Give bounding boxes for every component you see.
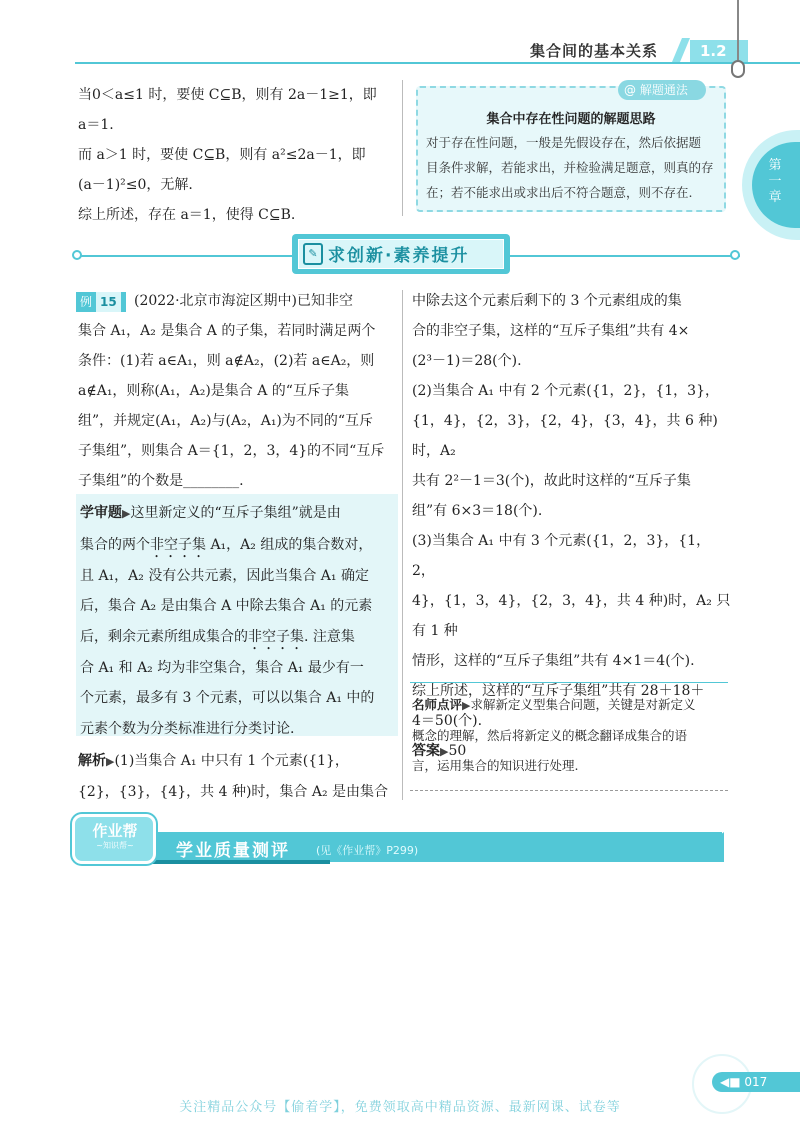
pencil-icon: ✎	[303, 243, 323, 265]
text-line: 情形，这样的“互斥子集组”共有 4×1＝4(个).	[412, 653, 695, 669]
text-line: 目条件求解，若能求出，并检验满足题意，则真的存	[426, 160, 714, 175]
text-line: 子集组”的个数是________.	[78, 473, 244, 489]
review-label: 学审题	[80, 505, 122, 521]
text-line: 且 A₁，A₂ 没有公共元素，因此当集合 A₁ 确定	[80, 567, 369, 584]
quality-reference: (见《作业帮》P299)	[316, 844, 419, 857]
text-line: 后，剩余元素所组成集合的非空子集. 注意集	[80, 628, 355, 645]
review-text	[80, 498, 396, 744]
quality-banner-tail	[684, 832, 724, 862]
rule-end-dot	[730, 250, 740, 260]
text-line: 组”有 6×3＝18(个).	[412, 503, 543, 519]
text-line: 求解新定义型集合问题，关键是对新定义	[470, 697, 696, 712]
comment-dashed-rule	[410, 790, 728, 791]
header-rule	[75, 62, 800, 64]
section-title: 集合间的基本关系	[530, 42, 659, 60]
text-line: 共有 2²－1＝3(个)，故此时这样的“互斥子集	[412, 473, 691, 489]
page-number	[712, 1072, 800, 1092]
at-icon: @	[624, 83, 636, 97]
text-line: 4}，{1，3，4}，{2，3，4}，共 4 种)时，A₂ 只有 1 种	[412, 593, 731, 639]
text-line: 组”，并规定(A₁，A₂)与(A₂，A₁)为不同的“互斥	[78, 413, 374, 429]
homework-logo-subtext: ~知识帮~	[96, 841, 134, 850]
example-text	[78, 286, 398, 496]
emphasized-phrase: 非空子集	[248, 628, 304, 645]
rule-end-dot	[72, 250, 82, 260]
text-line: 而 a＞1 时，要使 C⊆B，则有 a²≤2a－1，即	[78, 147, 366, 163]
text-line: 综上所述，存在 a＝1，使得 C⊆B.	[78, 207, 296, 223]
text-line: a∉A₁，则称(A₁，A₂)是集合 A 的“互斥子集	[78, 383, 349, 399]
text-line: 个元素，最多有 3 个元素，可以以集合 A₁ 中的	[80, 690, 375, 706]
comment-text	[412, 690, 734, 781]
text-line: (2)当集合 A₁ 中有 2 个元素({1，2}，{1，3}，	[412, 383, 719, 399]
triangle-right-icon: ▶	[122, 507, 131, 520]
text-line: 在；若不能求出或求出后不符合题意，则不存在.	[426, 185, 693, 200]
homework-logo-text: 作业帮	[92, 822, 138, 840]
answer-label: 答案	[412, 743, 440, 759]
triangle-right-icon: ▶	[440, 745, 449, 758]
answer-value: 50	[448, 743, 467, 759]
analysis-first-line	[78, 746, 398, 777]
text-line: 概念的理解，然后将新定义的概念翻译成集合的语	[412, 728, 688, 743]
text-line: {1，4}，{2，3}，{2，4}，{3，4}，共 6 种)时，A₂	[412, 413, 718, 459]
comment-first-line	[412, 690, 734, 721]
text-line: {2}，{3}，{4}，共 4 种)时，集合 A₂ 是由集合	[78, 784, 389, 800]
text-line: (1)当集合 A₁ 中只有 1 个元素({1}，	[114, 753, 349, 769]
text-line: 子集组”，则集合 A＝{1，2，3，4}的不同“互斥	[78, 443, 385, 459]
text-line: 集合 A₁，A₂ 是集合 A 的子集，若同时满足两个	[78, 323, 376, 339]
text-line: 言，运用集合的知识进行处理.	[412, 758, 579, 773]
bookmark-string	[737, 0, 739, 62]
page-marker-icon: ◀■	[720, 1075, 741, 1089]
footer-notice: 关注精品公众号【偷着学】，免费领取高中精品资源、最新网课、试卷等	[179, 1100, 621, 1115]
text-line: (3)当集合 A₁ 中有 3 个元素({1，2，3}，{1，2，	[412, 533, 711, 579]
text-line: 集合的两个非空子集 A₁，A₂ 组成的集合数对，	[80, 536, 373, 553]
text-line: 4＝50(个).	[412, 713, 483, 729]
tip-badge-label: 解题通法	[639, 83, 688, 97]
section-banner-title: 求创新·素养提升	[328, 246, 470, 266]
top-left-text	[78, 80, 398, 230]
quality-title: 学业质量测评	[176, 841, 290, 861]
comment-label: 名师点评	[412, 697, 463, 712]
text-line: 当0＜a≤1 时，要使 C⊆B，则有 2a－1≥1，即	[78, 87, 377, 103]
text-line: 中除去这个元素后剩下的 3 个元素组成的集	[412, 293, 682, 309]
tip-title: 集合中存在性问题的解题思路	[486, 112, 656, 127]
chapter-tab-label: 第一章	[768, 158, 782, 205]
triangle-right-icon: ▶	[106, 755, 115, 768]
tip-body	[426, 130, 718, 205]
column-divider-main	[402, 290, 403, 800]
text-line: (2022·北京市海淀区期中)已知非空	[134, 293, 354, 309]
triangle-right-icon: ▶	[462, 699, 471, 712]
text-line: 这里新定义的“互斥子集组”就是由	[130, 505, 341, 521]
text-line: (a－1)²≤0，无解.	[78, 177, 193, 193]
text-line: a＝1.	[78, 117, 114, 133]
page-header	[0, 0, 800, 74]
analysis-label: 解析	[78, 753, 106, 769]
tip-badge	[618, 80, 706, 100]
text-line: 合 A₁ 和 A₂ 均为非空集合，集合 A₁ 最少有一	[80, 659, 364, 676]
text-line: 元素个数为分类标准进行分类讨论.	[80, 720, 295, 737]
section-number: 1.2	[690, 40, 748, 62]
emphasized-phrase: 非空子集	[150, 536, 206, 553]
comment-rule	[410, 682, 728, 683]
text-line: 后，集合 A₂ 是由集合 A 中除去集合 A₁ 的元素	[80, 598, 373, 614]
text-line: 合的非空子集，这样的“互斥子集组”共有 4×	[412, 323, 690, 339]
slash-decoration	[672, 38, 690, 62]
page-number-value: 017	[744, 1075, 768, 1089]
example-label-text: 例	[80, 295, 93, 309]
bookmark-ring-icon	[731, 60, 745, 78]
text-line: 综上所述，这样的“互斥子集组”共有 28＋18＋	[412, 683, 705, 699]
review-first-line	[80, 498, 396, 530]
text-line: 条件：(1)若 a∈A₁，则 a∉A₂，(2)若 a∈A₂，则	[78, 353, 375, 369]
text-line: (2³－1)＝28(个).	[412, 353, 522, 369]
example-number: 15	[96, 292, 121, 312]
text-line: 对于存在性问题，一般是先假设存在，然后依据题	[426, 135, 702, 150]
column-divider-top	[402, 80, 403, 216]
